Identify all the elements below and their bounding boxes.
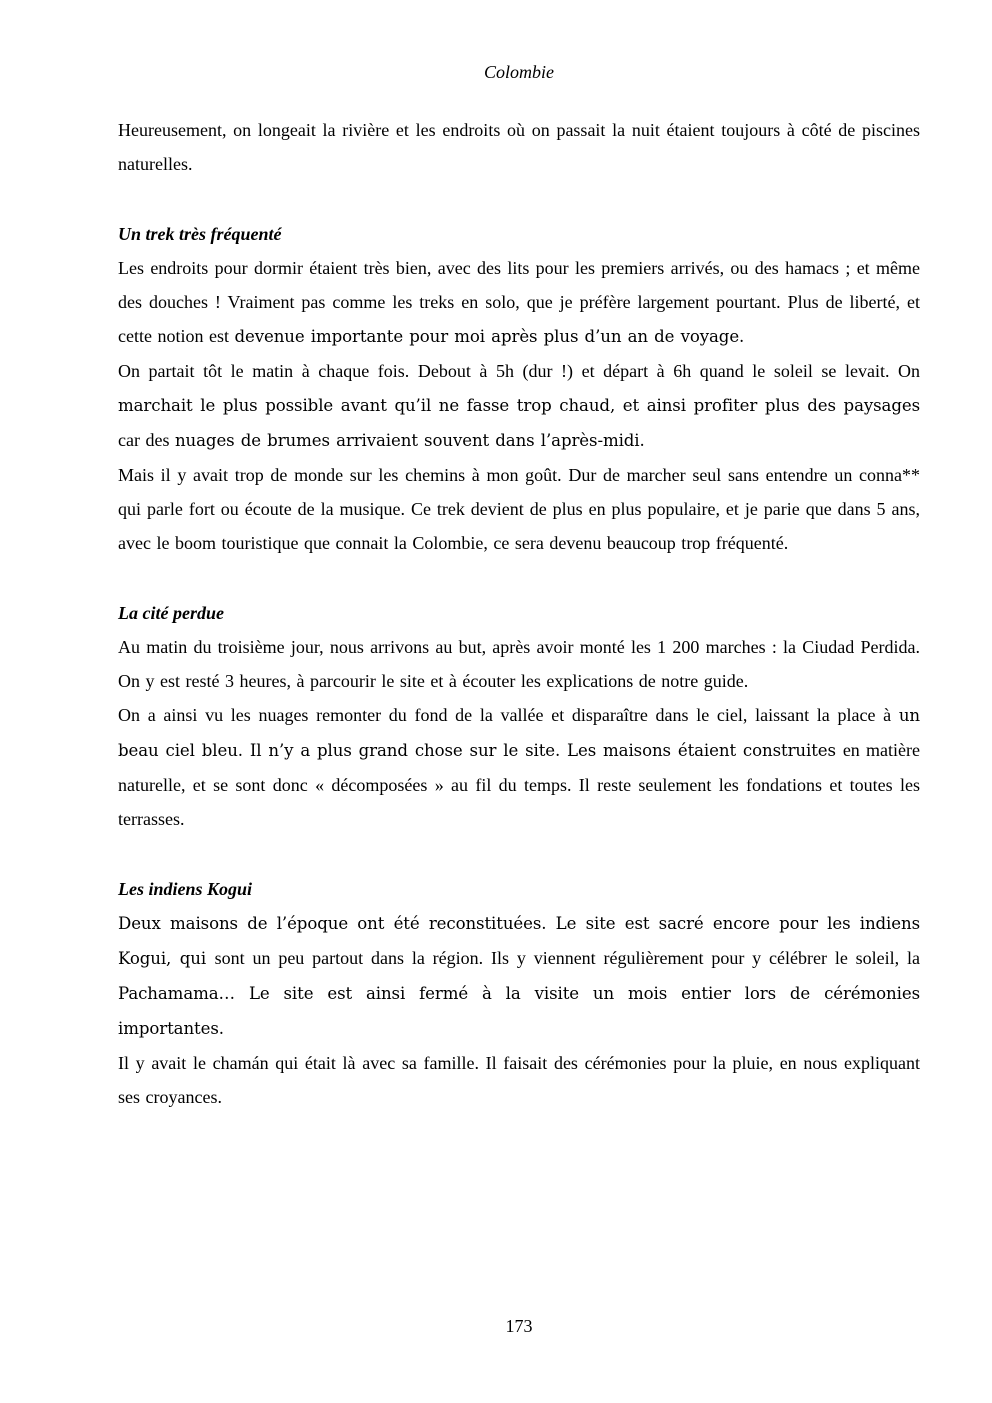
text-run: On partait tôt le matin à chaque fois. Debout à 5h (dur !) et départ à 6h quand le soleil se levait. On	[118, 361, 920, 381]
paragraph-trek-3	[118, 458, 920, 560]
paragraph-trek-2	[118, 354, 920, 458]
paragraph-intro	[118, 113, 920, 181]
text-run: sont un peu partout dans la région. Ils y viennent régulièrement pour y célébrer le soleil, la	[214, 948, 921, 968]
page-number: 173	[505, 1316, 533, 1336]
section-heading-cite-perdue: La cité perdue	[118, 603, 224, 623]
text-run: nuages de brumes arrivaient souvent dans l’après-midi.	[174, 431, 645, 450]
running-header	[118, 55, 920, 91]
text-run: Mais il y avait trop de monde sur les chemins à mon goût. Dur de marcher seul sans entendre un conna** qui parle fort ou écoute de la musique. Ce trek devient de plus en plus populaire, et je parie que dans 5 ans, avec le boom touristique que connait la Colombie, ce sera devenu beaucoup trop fréquenté.	[118, 465, 920, 553]
text-run: Pachamama… Le site est ainsi fermé à la visite un mois entier lors de cérémonies importantes.	[118, 984, 920, 1038]
section-heading-kogui: Les indiens Kogui	[118, 879, 253, 899]
paragraph-trek-1	[118, 251, 920, 354]
document-title: Colombie	[484, 62, 554, 82]
text-run: Au matin du troisième jour, nous arrivons au but, après avoir monté les 1 200 marches : la Ciudad Perdida. On y est resté 3 heures, à parcourir le site et à écouter les explications de notre guide.	[118, 637, 920, 691]
text-run: Les endroits pour dormir étaient très bien, avec des lits pour les premiers arrivés, ou des hamacs ; et même des douches ! Vraiment pas comme les treks en solo, que je préfère largement pourtant. Plus de liberté, et cette notion est	[118, 258, 920, 346]
text-run: Deux maisons de l’époque ont été reconstituées. Le site est sacré encore pour les indiens Kogui, qui	[118, 914, 920, 968]
text-run: Heureusement, on longeait la rivière et les endroits où on passait la nuit étaient toujours à côté de piscines naturelles.	[118, 120, 920, 174]
paragraph-cite-2	[118, 698, 920, 836]
text-run: en matière naturelle, et se sont donc « décomposées » au fil du temps. Il reste seulement les fondations et toutes les terrasses.	[118, 740, 920, 829]
paragraph-cite-1	[118, 630, 920, 698]
text-run: un beau ciel bleu. Il n’y a plus grand chose sur le site. Les maisons étaient construites	[118, 706, 920, 760]
paragraph-kogui-2	[118, 1046, 920, 1114]
text-run: car des	[118, 430, 175, 450]
section-heading-trek: Un trek très fréquenté	[118, 224, 282, 244]
text-run: devenue importante pour moi après plus d’un an de voyage.	[234, 327, 745, 346]
paragraph-kogui-1	[118, 906, 920, 1046]
text-run: On a ainsi vu les nuages remonter du fond de la vallée et disparaître dans le ciel, laissant la place à	[118, 705, 899, 725]
text-run: Il y avait le chamán qui était là avec sa famille. Il faisait des cérémonies pour la pluie, en nous expliquant ses croyances.	[118, 1053, 920, 1107]
text-run: marchait le plus possible avant qu’il ne fasse trop chaud, et ainsi profiter plus des paysages	[118, 396, 920, 415]
